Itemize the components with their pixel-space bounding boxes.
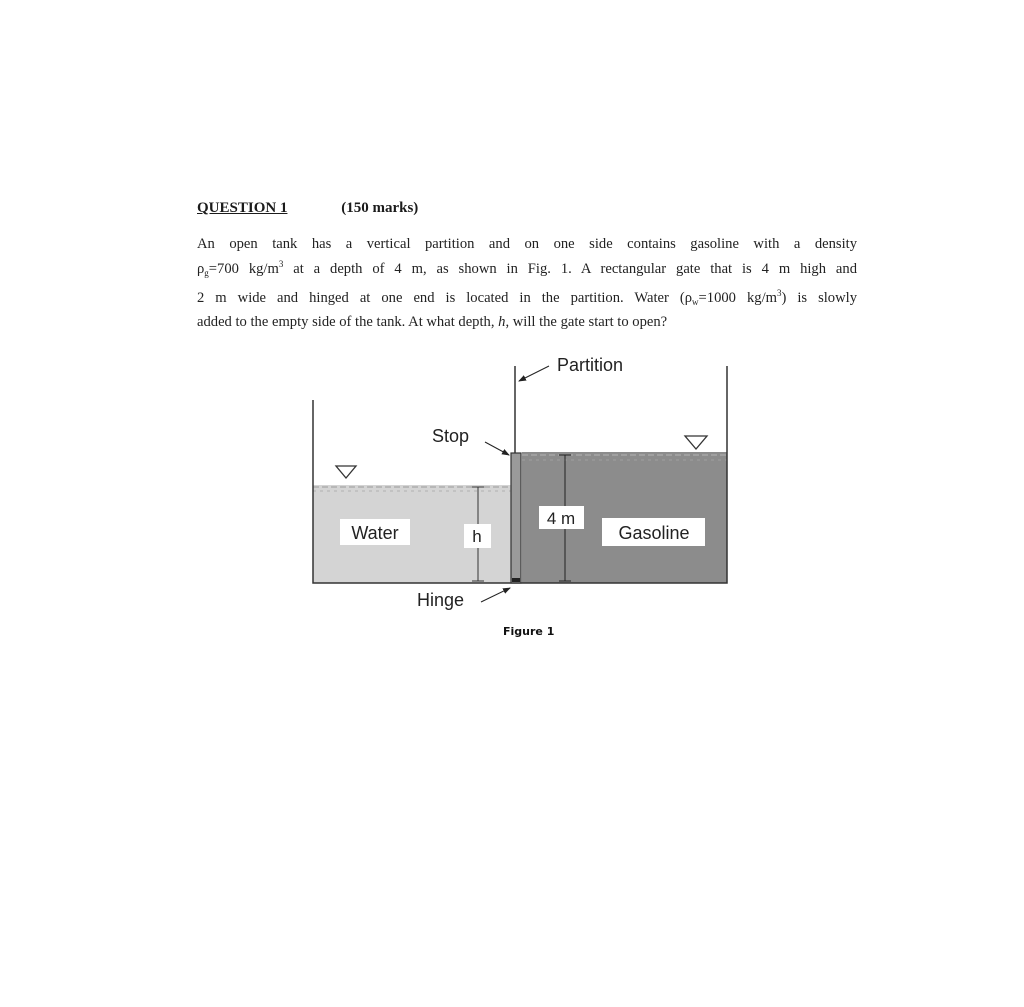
cubic-superscript-2: 3	[776, 288, 782, 298]
gasoline-density-text: =700 kg/m	[208, 261, 279, 277]
stop-arrow	[485, 442, 509, 455]
hinge-label: Hinge	[417, 590, 465, 610]
problem-line-1: An open tank has a vertical partition and on one side contains gasoline with a density	[197, 236, 857, 252]
gate	[511, 453, 521, 583]
problem-line-4-end: , will the gate start to open?	[505, 314, 668, 330]
partition-label: Partition	[557, 355, 624, 375]
rho-symbol: ρ	[197, 261, 205, 277]
water-label: Water	[351, 523, 399, 543]
question-marks: (150 marks)	[341, 200, 419, 216]
cubic-superscript-1: 3	[278, 259, 284, 269]
problem-line-4-start: added to the empty side of the tank. At what depth,	[197, 314, 499, 330]
h-label: h	[472, 527, 482, 546]
water-density-text: =1000 kg/m	[698, 290, 777, 306]
depth-variable: h	[498, 314, 506, 330]
water-subscript: w	[692, 297, 699, 307]
depth-label: 4 m	[546, 509, 576, 528]
problem-line-3-end: ) is slowly	[781, 290, 857, 306]
question-number: QUESTION 1	[197, 200, 288, 216]
problem-line-2-rest: at a depth of 4 m, as shown in Fig. 1. A rectangular gate that is 4 m high and	[283, 261, 857, 277]
gasoline-label: Gasoline	[618, 523, 690, 543]
problem-line-3-start: 2 m wide and hinged at one end is located in the partition. Water (ρ	[197, 290, 693, 306]
partition-arrow	[519, 366, 549, 381]
water-surface-symbol	[336, 466, 356, 478]
stop-label: Stop	[432, 426, 470, 446]
figure-caption: Figure 1	[503, 625, 555, 638]
gasoline-subscript: g	[204, 268, 209, 278]
gasoline-surface-symbol	[685, 436, 707, 449]
hinge-arrow	[481, 588, 510, 602]
